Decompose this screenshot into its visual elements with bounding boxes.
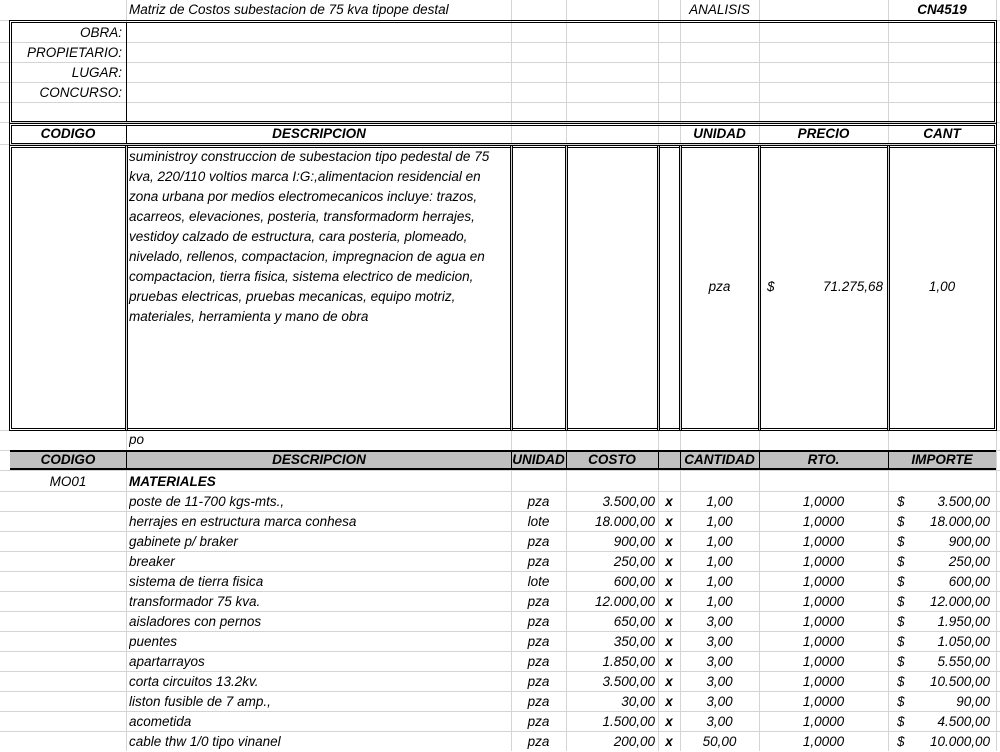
item-importe: 18.000,00 xyxy=(929,514,990,529)
item-cost: 3.500,00 xyxy=(602,494,655,509)
summary-precio: 71.275,68 xyxy=(822,279,883,294)
item-rto: 1,0000 xyxy=(802,554,845,569)
item-cost: 1.500,00 xyxy=(602,714,655,729)
item-rto: 1,0000 xyxy=(802,634,845,649)
item-currency: $ xyxy=(897,714,905,729)
item-currency: $ xyxy=(897,514,905,529)
item-description: transformador 75 kva. xyxy=(129,594,261,609)
item-currency: $ xyxy=(897,674,905,689)
item-importe: 3.500,00 xyxy=(937,494,990,509)
item-quantity: 50,00 xyxy=(702,734,737,749)
item-cost: 200,00 xyxy=(613,734,655,749)
item-multiply-mark: x xyxy=(665,694,673,709)
item-cost: 1.850,00 xyxy=(602,654,655,669)
item-importe: 12.000,00 xyxy=(929,594,990,609)
item-quantity: 3,00 xyxy=(706,714,733,729)
item-rto: 1,0000 xyxy=(802,714,845,729)
item-multiply-mark: x xyxy=(665,514,673,529)
item-unit: pza xyxy=(527,694,550,709)
summary-blank-box-2 xyxy=(565,145,660,431)
item-importe: 10.500,00 xyxy=(929,674,990,689)
summary-unidad: pza xyxy=(708,279,731,294)
item-description: aisladores con pernos xyxy=(129,614,262,629)
detail-header-rto: RTO. xyxy=(807,452,840,467)
detail-header-unidad: UNIDAD xyxy=(512,452,565,467)
item-description: gabinete p/ braker xyxy=(129,534,238,549)
item-multiply-mark: x xyxy=(665,574,673,589)
item-description: herrajes en estructura marca conhesa xyxy=(129,514,357,529)
analisis-label: ANALISIS xyxy=(689,2,750,17)
item-description: corta circuitos 13.2kv. xyxy=(129,674,259,689)
summary-header-descripcion: DESCRIPCION xyxy=(272,126,366,141)
item-description: sistema de tierra fisica xyxy=(129,574,264,589)
item-quantity: 3,00 xyxy=(706,694,733,709)
item-quantity: 1,00 xyxy=(706,574,733,589)
item-currency: $ xyxy=(897,534,905,549)
item-currency: $ xyxy=(897,634,905,649)
item-quantity: 1,00 xyxy=(706,594,733,609)
item-rto: 1,0000 xyxy=(802,494,845,509)
item-cost: 650,00 xyxy=(613,614,655,629)
summary-header-codigo: CODIGO xyxy=(40,126,96,141)
item-rto: 1,0000 xyxy=(802,674,845,689)
item-currency: $ xyxy=(897,574,905,589)
item-quantity: 3,00 xyxy=(706,614,733,629)
item-currency: $ xyxy=(897,554,905,569)
item-cost: 350,00 xyxy=(613,634,655,649)
item-importe: 1.950,00 xyxy=(937,614,990,629)
below-note: po xyxy=(129,432,145,447)
section-code: MO01 xyxy=(49,474,87,489)
summary-description: suministroy construccion de subestacion tipo pedestal de 75 kva, 220/110 voltios marca I:G:,alimentacion residencial en zona urbana por medios electromecanicos incluye: trazos, acarreos, elevaciones, posteria, transformadorm herrajes, vestidoy calzado de estructura, cara posteria, plomeado, nivelado, rellenos, compactacion, impregnacion de agua en compactacion, tierra fisica, sistema electrico de medicion, pruebas electricas, pruebas mecanicas, equipo motriz, materiales, herramienta y mano de obra xyxy=(129,149,490,324)
item-cost: 600,00 xyxy=(613,574,655,589)
item-unit: lote xyxy=(527,514,550,529)
detail-header-cantidad: CANTIDAD xyxy=(684,452,755,467)
item-unit: pza xyxy=(527,654,550,669)
item-cost: 250,00 xyxy=(613,554,655,569)
item-currency: $ xyxy=(897,694,905,709)
item-quantity: 1,00 xyxy=(706,514,733,529)
item-importe: 600,00 xyxy=(948,574,990,589)
item-description: cable thw 1/0 tipo vinanel xyxy=(129,734,281,749)
item-cost: 3.500,00 xyxy=(602,674,655,689)
item-importe: 4.500,00 xyxy=(937,714,990,729)
item-description: puentes xyxy=(129,634,178,649)
item-unit: pza xyxy=(527,734,550,749)
item-multiply-mark: x xyxy=(665,654,673,669)
item-rto: 1,0000 xyxy=(802,594,845,609)
detail-header-descripcion: DESCRIPCION xyxy=(272,452,366,467)
item-quantity: 3,00 xyxy=(706,654,733,669)
info-block-divider xyxy=(126,22,127,122)
item-multiply-mark: x xyxy=(665,714,673,729)
item-cost: 12.000,00 xyxy=(594,594,655,609)
summary-header-unidad: UNIDAD xyxy=(693,126,746,141)
item-unit: lote xyxy=(527,574,550,589)
item-importe: 10.000,00 xyxy=(929,734,990,749)
info-block-frame xyxy=(9,20,997,124)
item-unit: pza xyxy=(527,714,550,729)
item-importe: 1.050,00 xyxy=(937,634,990,649)
item-rto: 1,0000 xyxy=(802,514,845,529)
item-rto: 1,0000 xyxy=(802,654,845,669)
item-unit: pza xyxy=(527,494,550,509)
item-quantity: 1,00 xyxy=(706,494,733,509)
item-description: poste de 11-700 kgs-mts., xyxy=(129,494,285,509)
item-multiply-mark: x xyxy=(665,594,673,609)
item-currency: $ xyxy=(897,654,905,669)
item-description: acometida xyxy=(129,714,192,729)
detail-header-divider-4 xyxy=(658,450,659,470)
item-importe: 900,00 xyxy=(948,534,990,549)
item-quantity: 1,00 xyxy=(706,554,733,569)
item-rto: 1,0000 xyxy=(802,614,845,629)
item-importe: 250,00 xyxy=(948,554,990,569)
summary-currency: $ xyxy=(767,279,775,294)
item-unit: pza xyxy=(527,674,550,689)
item-unit: pza xyxy=(527,614,550,629)
info-label-concurso: CONCURSO: xyxy=(39,85,122,100)
item-importe: 90,00 xyxy=(956,694,990,709)
item-quantity: 3,00 xyxy=(706,634,733,649)
item-unit: pza xyxy=(527,594,550,609)
item-rto: 1,0000 xyxy=(802,734,845,749)
item-multiply-mark: x xyxy=(665,554,673,569)
detail-header-codigo: CODIGO xyxy=(40,452,96,467)
summary-header-cant: CANT xyxy=(923,126,961,141)
info-label-propietario: PROPIETARIO: xyxy=(26,45,122,60)
summary-blank-box-1 xyxy=(510,145,568,431)
item-currency: $ xyxy=(897,734,905,749)
summary-cant: 1,00 xyxy=(928,279,956,294)
section-title: MATERIALES xyxy=(129,474,216,489)
item-multiply-mark: x xyxy=(665,494,673,509)
detail-header-costo: COSTO xyxy=(588,452,636,467)
info-label-lugar: LUGAR: xyxy=(71,65,122,80)
item-cost: 18.000,00 xyxy=(594,514,655,529)
item-multiply-mark: x xyxy=(665,674,673,689)
info-label-obra: OBRA: xyxy=(79,25,122,40)
item-rto: 1,0000 xyxy=(802,694,845,709)
item-currency: $ xyxy=(897,594,905,609)
item-cost: 900,00 xyxy=(613,534,655,549)
item-description: liston fusible de 7 amp., xyxy=(129,694,271,709)
item-quantity: 3,00 xyxy=(706,674,733,689)
summary-header-precio: PRECIO xyxy=(797,126,850,141)
item-description: apartarrayos xyxy=(129,654,205,669)
item-multiply-mark: x xyxy=(665,734,673,749)
detail-header-importe: IMPORTE xyxy=(911,452,973,467)
summary-codigo-box xyxy=(9,145,128,431)
item-multiply-mark: x xyxy=(665,634,673,649)
item-rto: 1,0000 xyxy=(802,574,845,589)
item-quantity: 1,00 xyxy=(706,534,733,549)
document-title: Matriz de Costos subestacion de 75 kva tipope destal xyxy=(129,2,449,17)
item-multiply-mark: x xyxy=(665,614,673,629)
item-unit: pza xyxy=(527,634,550,649)
item-rto: 1,0000 xyxy=(802,534,845,549)
item-unit: pza xyxy=(527,534,550,549)
item-cost: 30,00 xyxy=(621,694,655,709)
item-currency: $ xyxy=(897,614,905,629)
item-unit: pza xyxy=(527,554,550,569)
item-description: breaker xyxy=(129,554,175,569)
item-importe: 5.550,00 xyxy=(937,654,990,669)
document-code: CN4519 xyxy=(917,2,967,17)
item-currency: $ xyxy=(897,494,905,509)
item-multiply-mark: x xyxy=(665,534,673,549)
